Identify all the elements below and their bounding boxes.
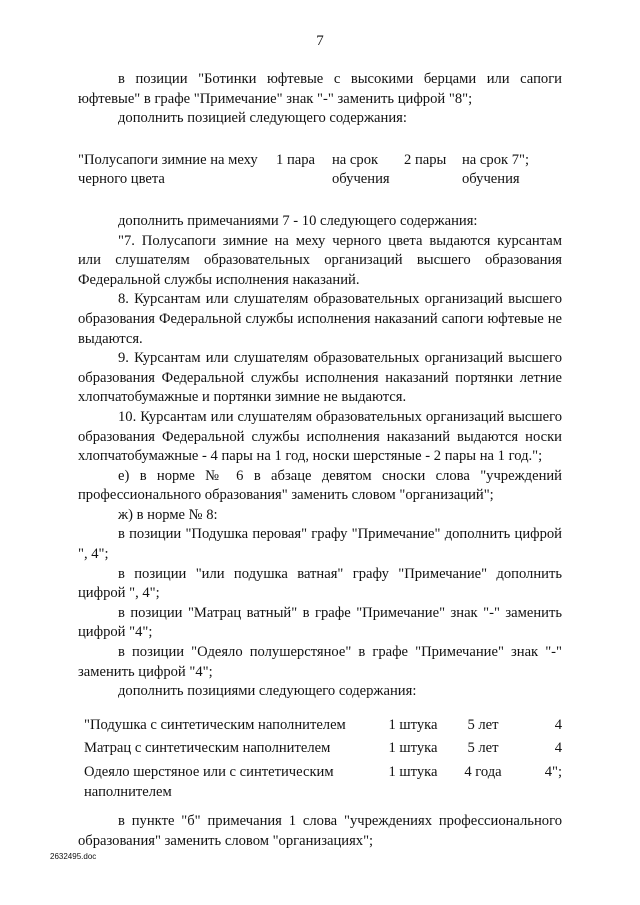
table-cell-name: Матрац с синтетическим наполнителем (84, 740, 331, 757)
document-body (78, 70, 562, 851)
paragraph: дополнить примечаниями 7 - 10 следующего содержания: (118, 212, 478, 229)
table-row (78, 716, 562, 740)
table-cell-qty: 1 штука (388, 764, 438, 780)
paragraph: в пункте "б" примечания 1 слова "учреждениях профессионального образования" заменить словом "организациях"; (78, 813, 562, 849)
paragraph: 8. Курсантам или слушателям образовательных организаций высшего образования Федеральной службы исполнения наказаний сапоги юфтевые не выдаются. (78, 291, 562, 347)
table-cell-note: 4"; (544, 764, 562, 780)
paragraph: дополнить позициями следующего содержания: (118, 683, 417, 700)
paragraph: в позиции "Матрац ватный" в графе "Примечание" знак "-" заменить цифрой "4"; (78, 604, 562, 641)
paragraph: в позиции "Подушка перовая" графу "Примечание" дополнить цифрой ", 4"; (78, 526, 562, 563)
table-cell-term: 5 лет (467, 716, 499, 733)
boots-term-2: на срок 7"; обучения (462, 151, 530, 188)
boots-name: "Полусапоги зимние на меху черного цвета (78, 151, 258, 188)
table-row (78, 739, 562, 763)
page-number: 7 (316, 33, 324, 49)
boots-position-row (78, 151, 562, 190)
boots-qty-2: 2 пары (404, 151, 447, 168)
table-cell-term: 5 лет (467, 740, 499, 757)
table-cell-name: "Подушка с синтетическим наполнителем (84, 716, 346, 733)
table-cell-note: 4 (554, 740, 562, 757)
table-cell-term: 4 года (464, 764, 502, 780)
paragraph: 10. Курсантам или слушателям образовательных организаций высшего образования Федеральной службы исполнения наказаний выдаются носки хлопчатобумажные - 4 пары на 1 год, носки шерстяные - 2 пары на 1 год."; (78, 408, 562, 465)
paragraph: 9. Курсантам или слушателям образовательных организаций высшего образования Федеральной службы исполнения наказаний портянки летние хлопчатобумажные и портянки зимние не выдаются. (78, 350, 562, 406)
table-cell-name: Одеяло шерстяное или с синтетическим наполнителем (84, 764, 334, 800)
boots-qty: 1 пара (276, 151, 316, 168)
positions-table (78, 716, 562, 806)
boots-term-1: на срок обучения (332, 151, 390, 188)
table-row (78, 763, 562, 806)
paragraph: "7. Полусапоги зимние на меху черного цвета выдаются курсантам или слушателям образовательных организаций высшего образования Федеральной службы исполнения наказаний. (78, 232, 562, 288)
paragraph: дополнить позицией следующего содержания: (118, 110, 407, 127)
paragraph: в позиции "Ботинки юфтевые с высокими берцами или сапоги юфтевые" в графе "Примечание" знак "-" заменить цифрой "8"; (78, 71, 562, 107)
paragraph: ж) в норме № 8: (118, 506, 218, 523)
paragraph: в позиции "или подушка ватная" графу "Примечание" дополнить цифрой ", 4"; (78, 565, 562, 602)
paragraph: е) в норме № 6 в абзаце девятом сноски слова "учреждений профессионального образования" заменить словом "организаций"; (78, 467, 562, 504)
table-cell-qty: 1 штука (388, 740, 438, 757)
table-cell-note: 4 (554, 716, 562, 733)
footer-filename: 2632495.doc (50, 852, 97, 861)
table-cell-qty: 1 штука (388, 716, 438, 733)
paragraph: в позиции "Одеяло полушерстяное" в графе "Примечание" знак "-" заменить цифрой "4"; (78, 644, 562, 680)
